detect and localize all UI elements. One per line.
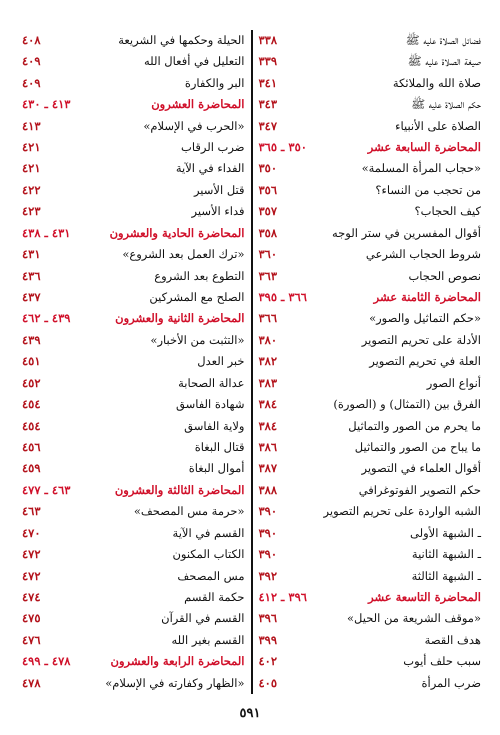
toc-entry-title: المحاضرة السابعة عشر xyxy=(367,140,481,155)
toc-entry-page: ٣٦٣ xyxy=(258,268,278,283)
toc-entry-page: ٣٨٦ xyxy=(258,439,278,454)
toc-entry xyxy=(253,566,488,587)
toc-entry-page: ٤٥٤ xyxy=(22,418,41,433)
toc-entry-page: ٤٥٢ xyxy=(22,375,41,390)
toc-entry-title: «ترك العمل بعد الشروع» xyxy=(122,247,245,262)
toc-entry-page: ٤٧٠ xyxy=(22,525,41,540)
toc-entry-title: «الحرب في الإسلام» xyxy=(143,118,245,133)
toc-entry xyxy=(253,630,488,651)
toc-entry-title: أموال البغاة xyxy=(188,461,245,476)
table-of-contents xyxy=(16,30,487,694)
toc-entry xyxy=(16,266,251,287)
toc-entry-page: ٣٨٤ xyxy=(258,397,278,412)
toc-entry xyxy=(253,116,488,137)
toc-entry-page: ٣٩٠ xyxy=(258,525,278,540)
toc-entry-title: الشبه الواردة على تحريم التصوير xyxy=(323,504,481,519)
toc-entry-title: الفداء في الآية xyxy=(175,161,245,176)
toc-entry-page: ٤٢٢ xyxy=(22,182,41,197)
toc-entry-title: القسم بغير الله xyxy=(171,632,245,647)
toc-entry-title: عدالة الصحابة xyxy=(178,375,245,390)
toc-entry xyxy=(16,523,251,544)
toc-entry xyxy=(253,223,488,244)
toc-entry xyxy=(253,330,488,351)
toc-entry-title: المحاضرة الرابعة والعشرون xyxy=(110,654,245,669)
toc-entry xyxy=(253,266,488,287)
toc-entry-page: ٣٨٢ xyxy=(258,354,278,369)
toc-entry xyxy=(253,608,488,629)
toc-entry-page: ٣٤٣ xyxy=(258,97,278,112)
toc-entry xyxy=(253,437,488,458)
toc-entry-page: ٣٩٦ xyxy=(258,611,278,626)
toc-section-heading xyxy=(253,287,488,308)
toc-entry-page: ٤٧٢ xyxy=(22,568,41,583)
toc-entry xyxy=(16,180,251,201)
toc-entry-page: ٤٣٧ xyxy=(22,290,41,305)
toc-entry-page: ٤٧٢ xyxy=(22,547,41,562)
toc-entry-page: ٤٣٩ ـ ٤٦٢ xyxy=(22,311,71,326)
toc-entry-page: ٣٣٨ xyxy=(258,32,278,47)
toc-entry-page: ٣٩٢ xyxy=(258,568,278,583)
toc-entry-title: المحاضرة الثانية والعشرون xyxy=(115,311,245,326)
toc-entry xyxy=(253,180,488,201)
toc-entry-page: ٤٥٤ xyxy=(22,397,41,412)
toc-entry-page: ٣٥٧ xyxy=(258,204,278,219)
toc-entry xyxy=(16,630,251,651)
toc-entry-title: العلة في تحريم التصوير xyxy=(369,354,481,369)
toc-entry-title: الصلاة على الأنبياء xyxy=(395,118,481,133)
toc-entry-title: فداء الأسير xyxy=(191,204,245,219)
toc-entry-title: القسم في الآية xyxy=(172,525,245,540)
toc-section-heading xyxy=(253,587,488,608)
toc-entry xyxy=(16,201,251,222)
toc-entry-title: شروط الحجاب الشرعي xyxy=(365,247,481,262)
toc-entry-title: «التثبت من الأخبار» xyxy=(150,332,245,347)
toc-entry-title: الصلح مع المشركين xyxy=(149,290,245,305)
toc-entry-page: ٣٨٠ xyxy=(258,332,278,347)
toc-entry-page: ٤٥١ xyxy=(22,354,41,369)
toc-entry-page: ٣٥٠ ـ ٣٦٥ xyxy=(258,140,307,155)
toc-entry-page: ٤٠٨ xyxy=(22,32,41,47)
toc-entry-title: «الظهار وكفارته في الإسلام» xyxy=(105,675,245,690)
toc-entry-title: حكم الصلاة عليه ﷺ xyxy=(411,97,481,112)
toc-entry-title: ـ الشبهة الأولى xyxy=(410,525,481,540)
toc-entry-page: ٤٠٥ xyxy=(258,675,278,690)
toc-entry xyxy=(16,330,251,351)
toc-entry-page: ٤٧٦ xyxy=(22,632,41,647)
toc-section-heading xyxy=(16,308,251,329)
toc-entry xyxy=(253,416,488,437)
toc-entry-title: كيف الحجاب؟ xyxy=(414,204,481,219)
toc-entry-page: ٣٩٠ xyxy=(258,547,278,562)
toc-entry xyxy=(253,394,488,415)
toc-entry-page: ٤٣١ ـ ٤٣٨ xyxy=(22,225,71,240)
toc-entry-page: ٤١٣ ـ ٤٣٠ xyxy=(22,97,71,112)
toc-section-heading xyxy=(16,651,251,672)
toc-entry-page: ٣٥٠ xyxy=(258,161,278,176)
toc-entry-title: أقوال المفسرين في ستر الوجه xyxy=(332,225,481,240)
toc-entry xyxy=(253,159,488,180)
toc-entry xyxy=(16,673,251,694)
toc-entry-page: ٣٨٧ xyxy=(258,461,278,476)
toc-entry-title: سبب حلف أيوب xyxy=(403,654,481,669)
toc-entry xyxy=(16,73,251,94)
toc-entry xyxy=(253,523,488,544)
toc-entry-title: قتال البغاة xyxy=(194,439,245,454)
toc-entry-title: الأدلة على تحريم التصوير xyxy=(361,332,481,347)
toc-entry-title: القسم في القرآن xyxy=(161,611,245,626)
toc-entry xyxy=(16,437,251,458)
toc-entry-page: ٤٢١ xyxy=(22,140,41,155)
toc-entry-title: ولاية الفاسق xyxy=(184,418,245,433)
toc-entry-title: شهادة الفاسق xyxy=(176,397,245,412)
toc-left-column xyxy=(16,30,251,694)
toc-entry xyxy=(16,394,251,415)
toc-entry-page: ٣٨٤ xyxy=(258,418,278,433)
toc-entry-page: ٣٤٧ xyxy=(258,118,278,133)
toc-entry-title: البر والكفارة xyxy=(184,75,245,90)
toc-entry xyxy=(16,351,251,372)
toc-entry xyxy=(253,94,488,115)
toc-entry xyxy=(253,51,488,72)
toc-entry xyxy=(253,30,488,51)
toc-entry xyxy=(16,501,251,522)
toc-entry-title: ـ الشبهة الثالثة xyxy=(411,568,481,583)
toc-entry xyxy=(253,501,488,522)
toc-entry-title: صيغة الصلاة عليه ﷺ xyxy=(407,54,481,69)
toc-entry-page: ٤٠٩ xyxy=(22,75,41,90)
toc-entry-title: الحيلة وحكمها في الشريعة xyxy=(118,32,245,47)
toc-entry xyxy=(253,308,488,329)
toc-entry xyxy=(16,373,251,394)
toc-entry-title: صلاة الله والملائكة xyxy=(392,75,481,90)
toc-entry xyxy=(16,30,251,51)
toc-section-heading xyxy=(16,223,251,244)
toc-entry-page: ٣٨٨ xyxy=(258,482,278,497)
toc-entry-page: ٣٦٦ ـ ٣٩٥ xyxy=(258,290,307,305)
toc-entry-title: الكتاب المكنون xyxy=(172,547,245,562)
toc-entry-page: ٤٧٨ ـ ٤٩٩ xyxy=(22,654,71,669)
toc-entry xyxy=(16,458,251,479)
toc-entry-title: ضرب الرقاب xyxy=(181,140,245,155)
toc-entry-title: ضرب المرأة xyxy=(421,675,481,690)
toc-entry-title: «حكم التماثيل والصور» xyxy=(369,311,481,326)
toc-entry-title: المحاضرة التاسعة عشر xyxy=(368,589,481,604)
toc-entry xyxy=(253,373,488,394)
toc-entry-page: ٤٥٦ xyxy=(22,439,41,454)
toc-entry-title: التطوع بعد الشروع xyxy=(154,268,245,283)
toc-section-heading xyxy=(16,94,251,115)
toc-entry-title: «موقف الشريعة من الحيل» xyxy=(347,611,481,626)
toc-entry-page: ٤٣٦ xyxy=(22,268,41,283)
toc-entry-title: المحاضرة العشرون xyxy=(151,97,245,112)
toc-entry-title: «حرمة مس المصحف» xyxy=(133,504,245,519)
toc-entry xyxy=(16,416,251,437)
toc-entry xyxy=(253,544,488,565)
toc-section-heading xyxy=(16,480,251,501)
toc-entry xyxy=(16,587,251,608)
toc-entry-page: ٣٩٠ xyxy=(258,504,278,519)
toc-entry-page: ٣٥٦ xyxy=(258,182,278,197)
toc-entry xyxy=(253,73,488,94)
toc-entry-page: ٤٧٥ xyxy=(22,611,41,626)
toc-entry-title: مس المصحف xyxy=(177,568,245,583)
toc-entry-page: ٣٩٦ ـ ٤١٢ xyxy=(258,589,307,604)
toc-entry-title: فضائل الصلاة عليه ﷺ xyxy=(405,32,481,47)
toc-entry-page: ٤٧٨ xyxy=(22,675,41,690)
toc-entry-page: ٤٢١ xyxy=(22,161,41,176)
toc-entry xyxy=(253,673,488,694)
toc-entry-title: أنواع الصور xyxy=(426,375,481,390)
toc-entry-page: ٣٣٩ xyxy=(258,54,278,69)
toc-entry-title: هدف القصة xyxy=(424,632,481,647)
toc-entry-title: من تحجب من النساء؟ xyxy=(375,182,481,197)
toc-entry xyxy=(16,287,251,308)
toc-entry-page: ٤٦٣ ـ ٤٧٧ xyxy=(22,482,71,497)
toc-entry-page: ٤٦٣ xyxy=(22,504,41,519)
toc-entry-page: ٤١٣ xyxy=(22,118,41,133)
toc-entry xyxy=(16,116,251,137)
toc-entry-page: ٤٠٩ xyxy=(22,54,41,69)
toc-entry xyxy=(16,51,251,72)
toc-entry-page: ٣٦٠ xyxy=(258,247,278,262)
toc-entry-page: ٣٩٩ xyxy=(258,632,278,647)
toc-entry-title: المحاضرة الحادية والعشرون xyxy=(109,225,245,240)
toc-entry-title: حكم التصوير الفوتوغرافي xyxy=(358,482,481,497)
toc-entry xyxy=(16,159,251,180)
toc-entry-title: أقوال العلماء في التصوير xyxy=(361,461,481,476)
toc-entry-page: ٤٢٣ xyxy=(22,204,41,219)
toc-entry xyxy=(16,544,251,565)
toc-entry xyxy=(16,566,251,587)
toc-entry-title: نصوص الحجاب xyxy=(408,268,481,283)
toc-entry xyxy=(253,651,488,672)
toc-entry xyxy=(16,244,251,265)
toc-entry xyxy=(16,137,251,158)
toc-entry-title: ما يحرم من الصور والتماثيل xyxy=(348,418,481,433)
toc-entry xyxy=(16,608,251,629)
toc-entry-title: قتل الأسير xyxy=(193,182,245,197)
toc-entry-page: ٣٤١ xyxy=(258,75,278,90)
toc-entry-title: «حجاب المرأة المسلمة» xyxy=(361,161,481,176)
toc-entry-title: الفرق بين (التمثال) و (الصورة) xyxy=(333,397,481,412)
toc-section-heading xyxy=(253,137,488,158)
toc-entry-title: ما يباح من الصور والتماثيل xyxy=(354,439,481,454)
toc-entry-page: ٣٥٨ xyxy=(258,225,278,240)
toc-right-column xyxy=(251,30,488,694)
toc-entry-title: التعليل في أفعال الله xyxy=(143,54,245,69)
toc-entry-page: ٣٦٦ xyxy=(258,311,278,326)
toc-entry-page: ٤٣١ xyxy=(22,247,41,262)
toc-entry-page: ٣٨٣ xyxy=(258,375,278,390)
toc-entry-page: ٤٧٤ xyxy=(22,589,41,604)
toc-entry-title: المحاضرة الثالثة والعشرون xyxy=(114,482,245,497)
toc-entry-title: ـ الشبهة الثانية xyxy=(411,547,481,562)
toc-entry xyxy=(253,351,488,372)
page-number: ٥٩١ xyxy=(239,706,261,721)
toc-entry-title: حكمة القسم xyxy=(184,589,245,604)
toc-entry-page: ٤٥٩ xyxy=(22,461,41,476)
toc-entry xyxy=(253,458,488,479)
toc-entry-title: المحاضرة الثامنة عشر xyxy=(373,290,481,305)
toc-entry xyxy=(253,244,488,265)
toc-entry xyxy=(253,480,488,501)
toc-entry-page: ٤٠٢ xyxy=(258,654,278,669)
toc-entry-title: خبر العدل xyxy=(197,354,245,369)
toc-entry-page: ٤٣٩ xyxy=(22,332,41,347)
toc-entry xyxy=(253,201,488,222)
